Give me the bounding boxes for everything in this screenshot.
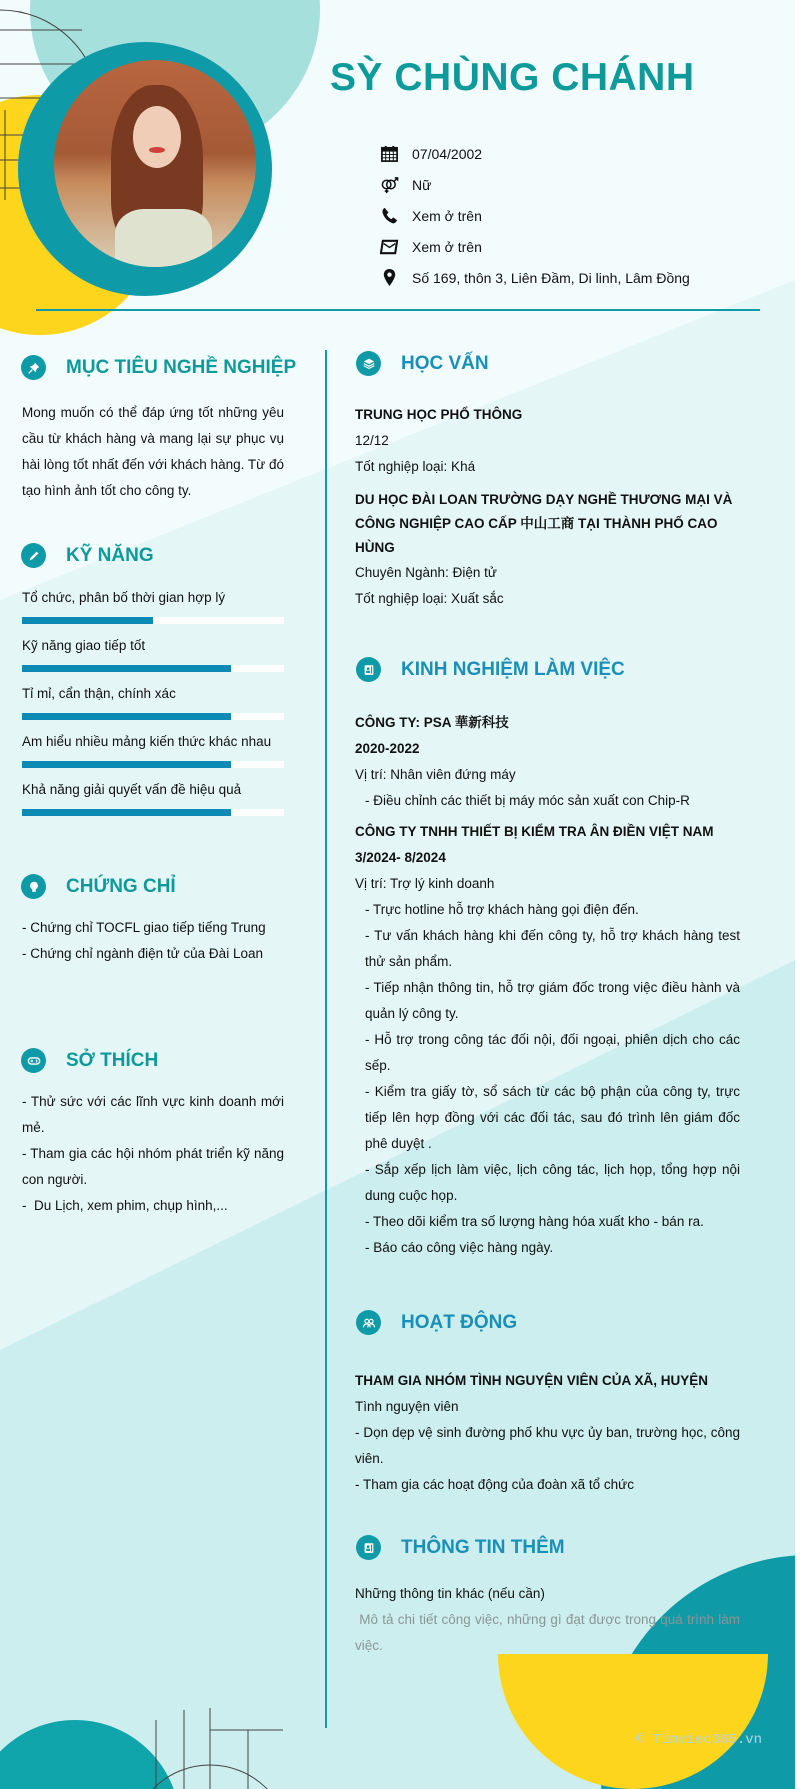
gamepad-icon [21,1048,46,1073]
info-birthdate [380,138,690,169]
section-title-skills: KỸ NĂNG [21,543,154,568]
job-entry [355,710,740,814]
column-divider [325,350,327,1728]
hobby-item: - Tham gia các hội nhóm phát triển kỹ năng con người. [22,1146,284,1187]
birthdate-value: 07/04/2002 [412,145,483,162]
job-task: - Kiểm tra giấy tờ, sổ sách từ các bộ phận của công ty, trực tiếp lên hợp đồng với các đối tác, sau đó trình lên giám đốc phê duyệt . [365,1084,740,1151]
section-title-experience: KINH NGHIỆM LÀM VIỆC [356,657,625,682]
section-title-certificates: CHỨNG CHỈ [21,874,176,899]
watermark: © Timviec365.vn [636,1732,763,1748]
avatar-photo [54,60,256,267]
skill-item: Tổ chức, phân bố thời gian hợp lý [22,589,286,624]
job-entry [355,819,740,1261]
job-task: - Tiếp nhận thông tin, hỗ trợ giám đốc trong việc điều hành và quản lý công ty. [365,980,740,1021]
education-line: 12/12 [355,433,389,448]
section-title-hobbies: SỞ THÍCH [21,1048,158,1073]
email-icon [380,237,412,257]
skill-bar [22,713,284,720]
address-value: Số 169, thôn 3, Liên Đầm, Di linh, Lâm Đồng [412,269,690,286]
job-task: - Điều chỉnh các thiết bị máy móc sản xuất con Chip-R [365,793,690,808]
education-entry [355,488,745,612]
contact-card-icon [356,1535,381,1560]
contact-info [380,138,690,293]
job-position: Vị trí: Trợ lý kinh doanh [355,876,495,891]
job-position: Vị trí: Nhân viên đứng máy [355,767,516,782]
skill-bar [22,617,284,624]
job-period: 3/2024- 8/2024 [355,850,446,865]
info-address [380,262,690,293]
skill-bar [22,809,284,816]
hobby-item: - Thử sức với các lĩnh vực kinh doanh mới mẻ. [22,1094,284,1135]
activity-name: THAM GIA NHÓM TÌNH NGUYỆN VIÊN CỦA XÃ, HUYỆN [355,1373,709,1388]
activity-role: Tình nguyện viên [355,1399,459,1414]
section-title-additional: THÔNG TIN THÊM [356,1535,565,1560]
section-title-education: HỌC VẤN [356,351,489,376]
group-icon [356,1310,381,1335]
education-entry [355,402,740,480]
additional-placeholder: Mô tả chi tiết công việc, những gì đạt được trong quá trình làm việc. [355,1612,744,1653]
phone-value: Xem ở trên [412,207,482,224]
activity-line: - Tham gia các hoạt động của đoàn xã tổ chức [355,1477,634,1492]
education-line: Chuyên Ngành: Điện tử [355,565,497,580]
pencil-icon [21,543,46,568]
job-task: - Sắp xếp lịch làm việc, lịch công tác, lịch họp, tổng hợp nội dung cuộc họp. [365,1162,740,1203]
section-title-activities: HOẠT ĐỘNG [356,1310,517,1335]
info-phone [380,200,690,231]
contact-card-icon [356,657,381,682]
education-line: Tốt nghiệp loại: Xuất sắc [355,591,504,606]
company-name: CÔNG TY TNHH THIẾT BỊ KIỂM TRA ÂN ĐIỀN VIỆT NAM [355,824,714,839]
lightbulb-icon [21,874,46,899]
info-email [380,231,690,262]
candidate-name: SỲ CHÙNG CHÁNH [330,56,695,99]
email-value: Xem ở trên [412,238,482,255]
skill-item: Tỉ mỉ, cẩn thận, chính xác [22,685,286,720]
phone-icon [380,206,412,226]
school-name: TRUNG HỌC PHỔ THÔNG [355,407,523,422]
location-pin-icon [380,268,412,288]
job-task: - Hỗ trợ trong công tác đối nội, đối ngoại, phiên dịch cho các sếp. [365,1032,740,1073]
hobby-item: - Du Lịch, xem phim, chụp hình,... [22,1198,228,1213]
education-line: Tốt nghiệp loại: Khá [355,459,476,474]
skill-bar [22,761,284,768]
job-period: 2020-2022 [355,741,420,756]
pin-icon [21,355,46,380]
certificate-item: - Chứng chỉ ngành điện tử của Đài Loan [22,946,263,961]
job-task: - Trực hotline hỗ trợ khách hàng gọi điện đến. [365,902,639,917]
skill-item: Khả năng giải quyết vấn đề hiệu quả [22,781,286,816]
skill-item: Am hiểu nhiều mảng kiến thức khác nhau [22,733,286,768]
layers-icon [356,351,381,376]
header-divider [36,309,760,311]
job-task: - Theo dõi kiểm tra số lượng hàng hóa xuất kho - bán ra. [365,1214,704,1229]
additional-info [355,1581,744,1659]
objective-text: Mong muốn có thể đáp ứng tốt những yêu cầu từ khách hàng và mang lại sự phục vụ hài lòng tốt nhất đến với khách hàng. Từ đó tạo hình ảnh tốt cho công ty. [22,405,284,498]
certificates-list [22,915,292,967]
activity-entry [355,1368,740,1498]
additional-heading: Những thông tin khác (nếu cần) [355,1586,545,1601]
job-task: - Báo cáo công việc hàng ngày. [365,1240,554,1255]
job-task: - Tư vấn khách hàng khi đến công ty, hỗ trợ khách hàng test thử sản phẩm. [365,928,740,969]
certificate-item: - Chứng chỉ TOCFL giao tiếp tiếng Trung [22,920,266,935]
info-gender [380,169,690,200]
gender-value: Nữ [412,176,432,193]
skill-bar [22,665,284,672]
hobbies-list [22,1089,284,1219]
company-name: CÔNG TY: PSA 華新科技 [355,715,509,730]
section-title-objective: MỤC TIÊU NGHỀ NGHIỆP [21,355,296,380]
school-name: DU HỌC ĐÀI LOAN TRƯỜNG DẠY NGHỀ THƯƠNG MẠI VÀ CÔNG NGHIỆP CAO CẤP 中山工商 TẠI THÀNH PHỐ CAO HÙNG [355,492,733,555]
skill-item: Kỹ năng giao tiếp tốt [22,637,286,672]
gender-icon [380,175,412,195]
calendar-icon [380,144,412,164]
activity-line: - Dọn dẹp vệ sinh đường phố khu vực ủy ban, trường học, công viên. [355,1425,740,1466]
